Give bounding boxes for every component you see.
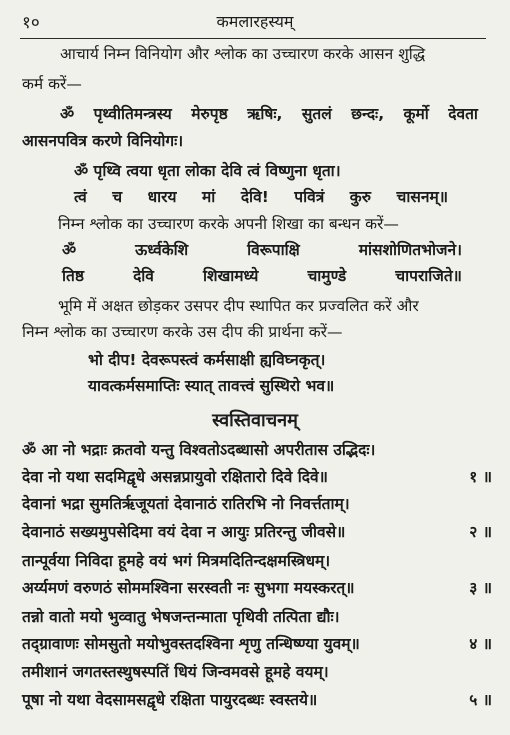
- verse-text: तन्नो वातो मयो भुव्वातु भेषजन्तन्माता पृथिवी तत्पिता द्यौः।: [22, 608, 340, 626]
- intro-line-1: आचार्य निम्न विनियोग और श्लोक का उच्चारण करके आसन शुद्धि: [60, 45, 426, 63]
- verse-line: [22, 690, 492, 710]
- shikha-word: ऊर्ध्वकेशि: [135, 241, 189, 259]
- shikha-word: शिखामध्ये: [203, 267, 259, 285]
- viniyoga-word: पृथ्वीतिमन्त्रस्य: [93, 105, 172, 123]
- deep-mantra-line-2: यावत्कर्मसमाप्तिः स्यात् तावत्त्वं सुस्थिरो भव॥: [88, 377, 335, 395]
- verse-text: पूषा नो यथा वेदसामसद्वृधे रक्षिता पायुरदब्धः स्वस्तये॥: [22, 691, 318, 709]
- verse-line: [22, 522, 492, 542]
- viniyoga-line-1: [60, 104, 478, 124]
- verse-text: तद्ग्रावाणः सोमसुतो मयोभुवस्तदश्विना शृणु तन्धिष्ण्या युवम्॥: [22, 635, 360, 653]
- viniyoga-line-2: आसनपवित्र करणे विनियोगः।: [22, 132, 184, 150]
- verse-text: देवानाठं सख्यमुपसेदिमा वयं देवा न आयुः प्रतिरन्तु जीवसे॥: [22, 523, 346, 541]
- verse-number: ३ ॥: [469, 579, 492, 597]
- shikha-mantra-line-2: [62, 266, 462, 286]
- verse-line: [22, 494, 492, 514]
- running-title: कमलारहस्यम्: [216, 12, 294, 31]
- asana-word: त्वं: [74, 188, 87, 206]
- asana-mantra-line-1: ॐ पृथ्वि त्वया धृता लोका देवि त्वं विष्णुना धृता।: [74, 162, 341, 180]
- viniyoga-word: सुतलं: [301, 105, 332, 123]
- header-rule: [20, 38, 486, 39]
- verse-number: १ ॥: [469, 468, 492, 486]
- verse-line: [22, 578, 492, 598]
- asana-word: पवित्रं: [294, 188, 325, 206]
- deep-instruction-line-2: निम्न श्लोक का उच्चारण करके उस दीप की प्रार्थना करें—: [22, 323, 343, 341]
- viniyoga-word: देवता: [448, 105, 478, 123]
- verse-line: [22, 662, 492, 682]
- verse-line: [22, 634, 492, 654]
- shikha-word: विरूपाक्षि: [247, 241, 300, 259]
- verse-text: ॐ आ नो भद्राः क्रतवो यन्तु विश्वतोऽदब्धासो अपरीतास उद्भिदः।: [22, 441, 376, 459]
- asana-word: कुरु: [349, 188, 371, 206]
- viniyoga-word: ऋषिः,: [247, 105, 283, 123]
- verse-text: देवानां भद्रा सुमतिर्ऋजूयतां देवानाठं रातिरभि नो निवर्त्तताम्।: [22, 495, 350, 513]
- deep-instruction-line-1: भूमि में अक्षत छोड़कर उसपर दीप स्थापित कर प्रज्वलित करें और: [58, 297, 419, 315]
- verse-text: देवा नो यथा सदमिद्वृधे असन्नप्रायुवो रक्षितारो दिवे दिवे॥: [22, 468, 328, 486]
- viniyoga-word: मेरुपृष्ठ: [191, 105, 228, 123]
- shikha-word: देवि: [133, 267, 154, 285]
- intro-line-2: कर्म करें—: [22, 75, 82, 93]
- verse-text: तमीशानं जगतस्तस्थुषस्पतिं धियं जिन्वमवसे हूमहे वयम्।: [22, 663, 329, 681]
- section-title: स्वस्तिवाचनम्: [212, 410, 298, 431]
- asana-mantra-line-2: [74, 187, 448, 207]
- viniyoga-word: छन्दः,: [351, 105, 385, 123]
- shikha-mantra-line-1: [62, 240, 462, 260]
- verse-number: २ ॥: [469, 523, 492, 541]
- shikha-word: तिष्ठ: [62, 267, 84, 285]
- asana-word: धारय: [147, 188, 177, 206]
- verse-line: [22, 440, 492, 460]
- asana-word: चासनम्॥: [396, 188, 448, 206]
- asana-word: मां: [202, 188, 216, 206]
- shikha-instruction: निम्न श्लोक का उच्चारण करके अपनी शिखा का बन्धन करें—: [58, 215, 399, 233]
- verse-text: तान्पूर्वया निविदा हूमहे वयं भगं मित्रमदितिन्दक्षमस्त्रिधम्।: [22, 552, 331, 570]
- verse-line: [22, 551, 492, 571]
- asana-word: च: [112, 188, 123, 206]
- verse-number: ४ ॥: [469, 635, 492, 653]
- verse-line: [22, 467, 492, 487]
- asana-word: देवि!: [240, 188, 269, 206]
- deep-mantra-line-1: भो दीप! देवरूपस्त्वं कर्मसाक्षी ह्यविघ्नकृत्।: [88, 351, 326, 369]
- verse-text: अर्य्यमणं वरुणठं सोममश्विना सरस्वती नः सुभगा मयस्करत्॥: [22, 579, 355, 597]
- verse-line: [22, 607, 492, 627]
- page-header: [0, 8, 510, 34]
- shikha-word: चामुण्डे: [307, 267, 347, 285]
- shikha-word: मांसशोणितभोजने।: [358, 241, 462, 259]
- viniyoga-word: कूर्मो: [403, 105, 429, 123]
- page-number: १०: [22, 13, 40, 33]
- viniyoga-word: ॐ: [60, 105, 75, 123]
- shikha-word: चापराजिते॥: [395, 267, 462, 285]
- verse-number: ५ ॥: [469, 691, 492, 709]
- shikha-word: ॐ: [62, 241, 77, 259]
